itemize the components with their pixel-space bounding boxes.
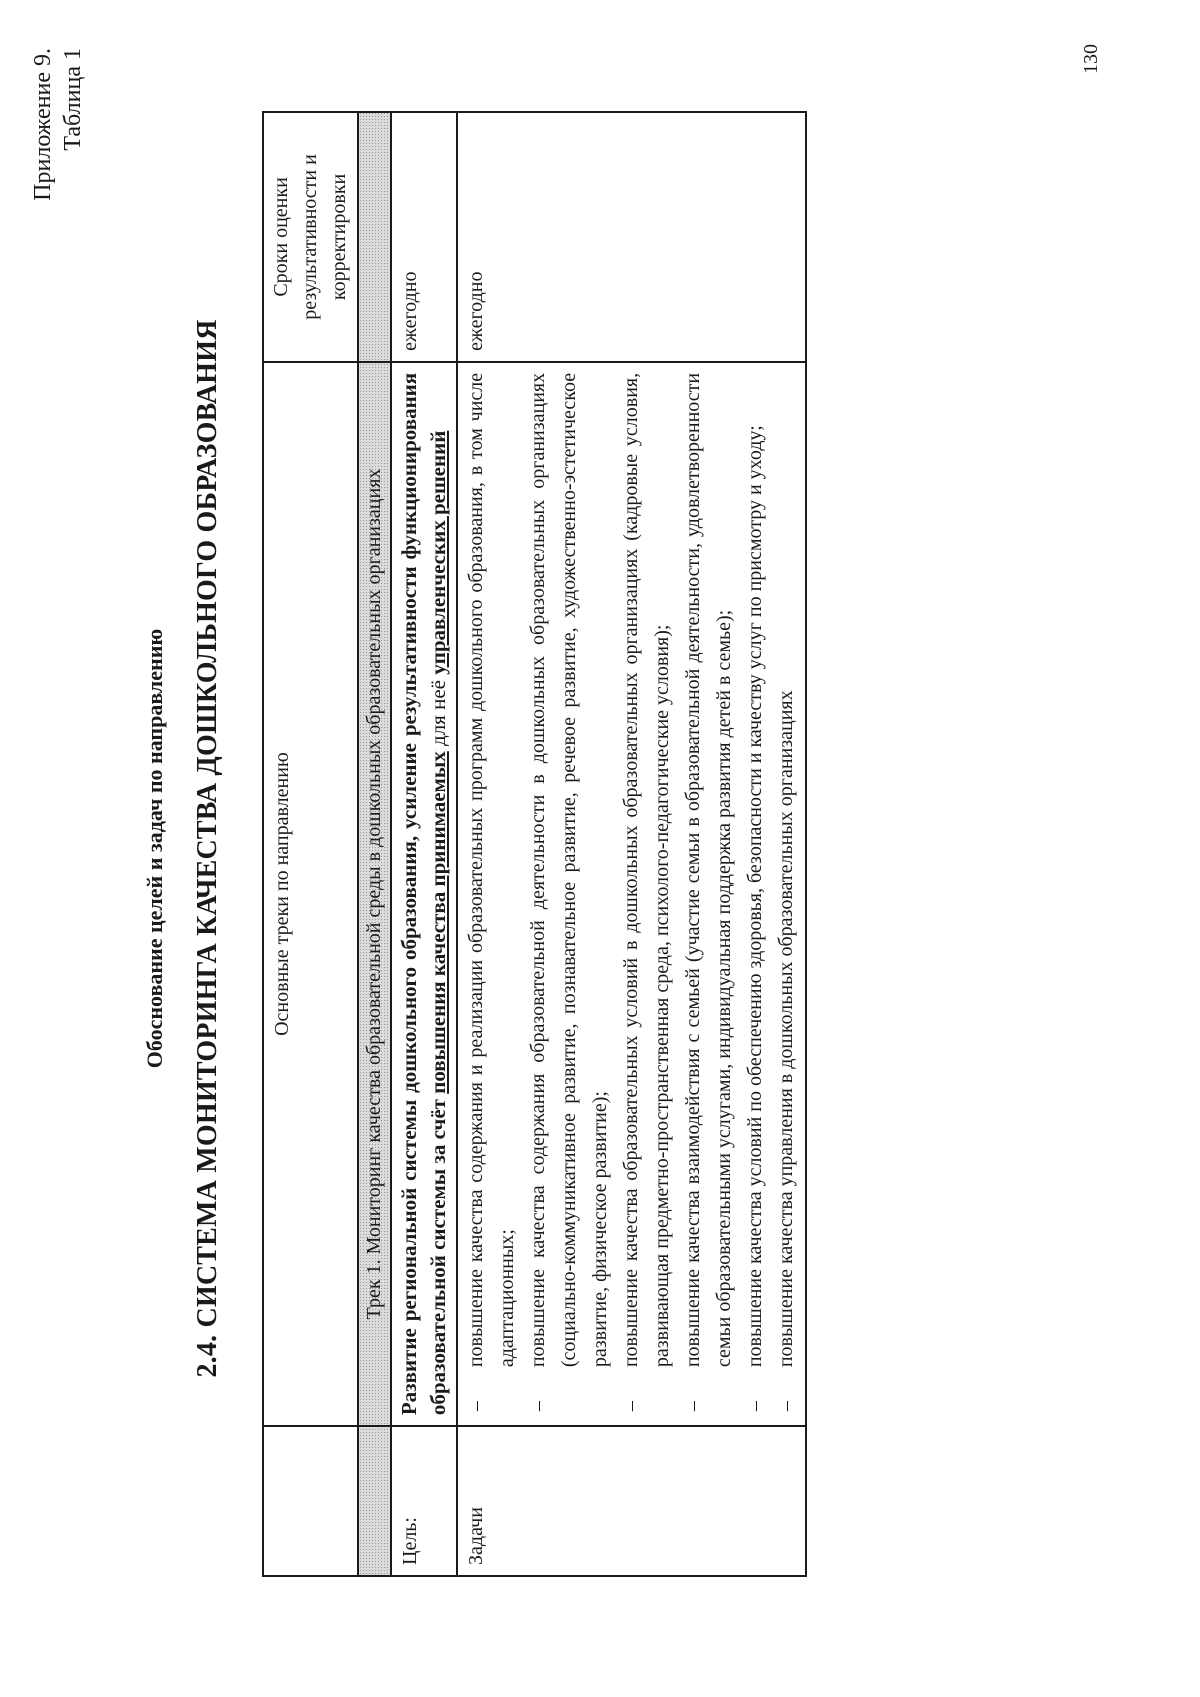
header-row — [263, 112, 358, 1576]
dash-marker: – — [775, 1401, 797, 1412]
page-number: 130 — [1080, 44, 1102, 74]
task-text: повышение качества содержания образовательной деятельности в дошкольных образовательных организациях (социально-коммуникативное развитие, познавательное развитие, речевое развитие, художественно-эстетическое развитие, физическое развитие); — [527, 372, 611, 1368]
tasks-cell — [457, 362, 806, 1426]
dash-marker: – — [527, 1401, 549, 1412]
goal-bold: Развитие региональной системы дошкольного образования, усиление результативности функционирования образовательной системы за счёт — [397, 372, 450, 1416]
tasks-row — [457, 112, 806, 1576]
header-empty-cell — [263, 1426, 358, 1576]
task-item — [523, 373, 616, 1415]
appendix-label — [28, 48, 88, 201]
track-text: Трек 1. Мониторинг качества образовательной среды в дошкольных образовательных организациях — [358, 362, 391, 1426]
tasks-list — [461, 373, 802, 1415]
monitoring-table — [262, 111, 807, 1577]
tasks-label: Задачи — [457, 1426, 806, 1576]
page-subtitle: Обоснование целей и задач по направлению — [142, 628, 167, 1069]
task-item — [616, 373, 678, 1415]
task-item — [461, 373, 523, 1415]
goal-row — [391, 112, 457, 1576]
dash-marker: – — [682, 1401, 704, 1412]
track-empty-cell-2 — [358, 112, 391, 362]
task-text: повышение качества взаимодействия с семьей (участие семьи в образовательной деятельности, удовлетворенности семьи образовательными услугами, индивидуальная поддержка развития детей в семье); — [682, 372, 735, 1368]
task-text: повышение качества условий по обеспечению здоровья, безопасности и качеству услуг по присмотру и уходу; — [744, 425, 766, 1368]
goal-label: Цель: — [391, 1426, 457, 1576]
goal-deadline: ежегодно — [391, 112, 457, 362]
dash-marker: – — [465, 1401, 487, 1412]
appendix-line-2: Таблица 1 — [60, 48, 86, 151]
goal-text — [391, 362, 457, 1426]
track-row — [358, 112, 391, 1576]
track-empty-cell — [358, 1426, 391, 1576]
header-main: Основные треки по направлению — [263, 362, 358, 1426]
appendix-line-1: Приложение 9. — [30, 48, 56, 201]
task-item — [678, 373, 740, 1415]
goal-underlined: повышения качества принимаемых — [426, 751, 450, 1094]
task-item — [771, 373, 802, 1415]
goal-underlined-2: управленческих решений — [426, 430, 450, 675]
tasks-deadline: ежегодно — [457, 112, 806, 362]
goal-tail: для неё — [426, 680, 450, 746]
task-item — [740, 373, 771, 1415]
page-title: 2.4. СИСТЕМА МОНИТОРИНГА КАЧЕСТВА ДОШКОЛЬНОГО ОБРАЗОВАНИЯ — [192, 319, 223, 1378]
dash-marker: – — [744, 1401, 766, 1412]
task-text: повышение качества образовательных условий в дошкольных образовательных организациях (кадровые условия, развивающая предметно-пространственная среда, психолого-педагогические условия); — [620, 372, 673, 1368]
task-text: повышение качества содержания и реализации образовательных программ дошкольного образования, в том числе адаптационных; — [465, 372, 518, 1368]
dash-marker: – — [620, 1401, 642, 1412]
header-deadline: Сроки оценки результативности и корректировки — [263, 112, 358, 362]
task-text: повышение качества управления в дошкольных образовательных организациях — [775, 690, 797, 1368]
